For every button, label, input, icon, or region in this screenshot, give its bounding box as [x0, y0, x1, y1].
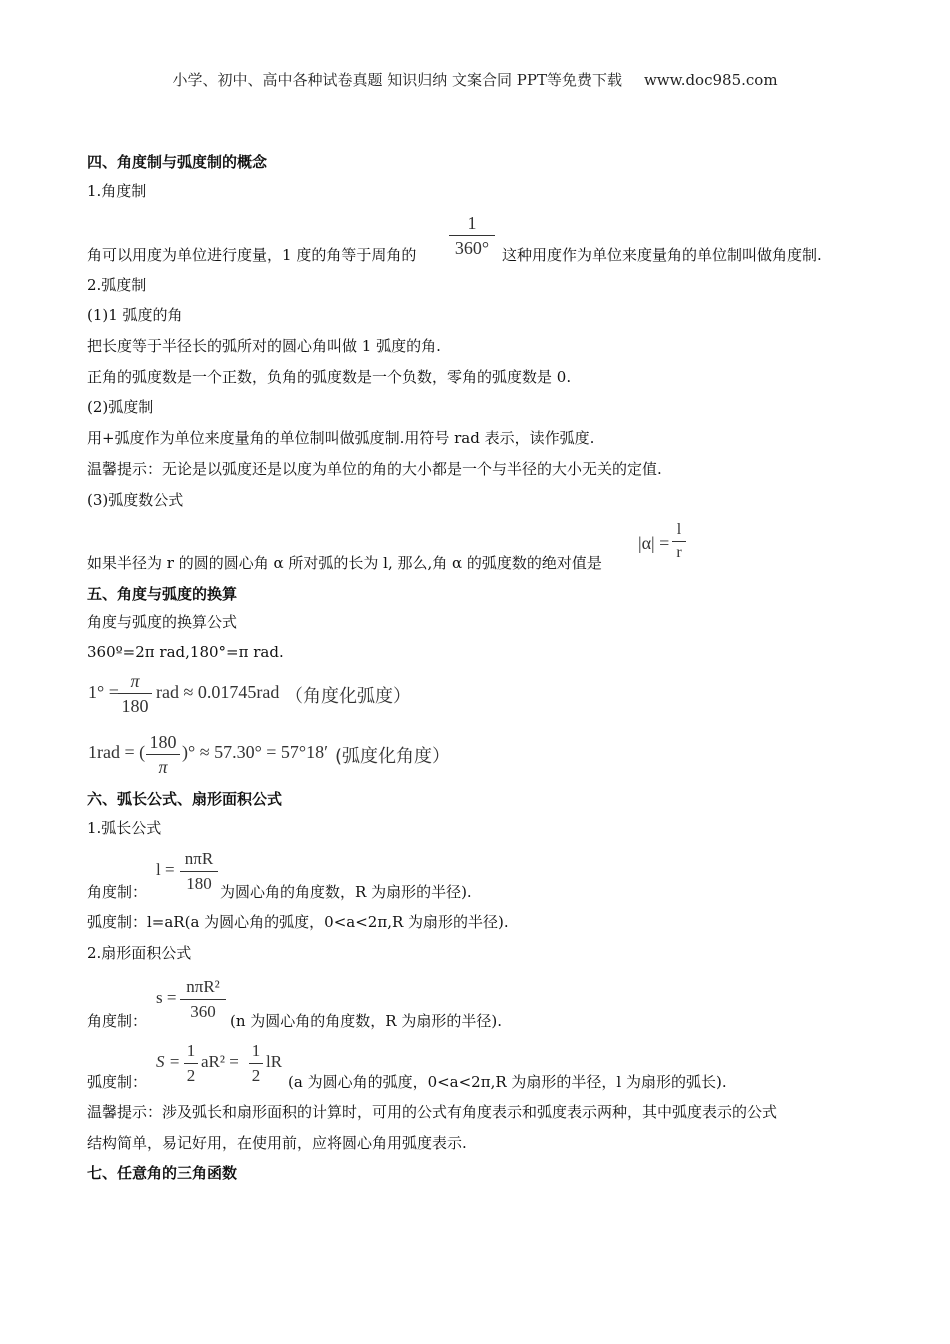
- s4-p2-2a: 用+弧度作为单位来度量角的单位制叫做弧度制.用符号 rad 表示，读作弧度.: [87, 429, 595, 447]
- arc-length-radian: 弧度制：l=aR(a 为圆心角的弧度，0<a<2π,R 为扇形的半径).: [87, 913, 509, 931]
- frac-bar: [118, 693, 152, 694]
- formula-1-note: （角度化弧度）: [285, 686, 411, 707]
- fraction-l-over-r: [672, 520, 686, 563]
- s4-p1-text-a: 角可以用度为单位进行度量，1 度的角等于周角的: [87, 246, 417, 264]
- page-header: [0, 69, 950, 90]
- sector-area-radian-text: (a 为圆心角的弧度，0<a<2π,R 为扇形的半径，l 为扇形的弧长).: [288, 1073, 727, 1091]
- fraction-half-2: [249, 1040, 263, 1087]
- section-5-title: 五、角度与弧度的换算: [87, 585, 238, 603]
- arc-length-degree-text: 为圆心角的角度数，R 为扇形的半径).: [220, 883, 472, 901]
- sector-area-radian-end: lR: [266, 1052, 283, 1071]
- frac-num: 180: [149, 732, 177, 752]
- frac-num: l: [676, 521, 682, 538]
- s4-p2-1a: 把长度等于半径长的弧所对的圆心角叫做 1 弧度的角.: [87, 337, 441, 355]
- frac-num: nπR²: [186, 977, 220, 996]
- section-6-title: 六、弧长公式、扇形面积公式: [87, 790, 283, 808]
- section-7-title: 七、任意角的三角函数: [87, 1164, 238, 1182]
- frac-bar: [672, 541, 686, 542]
- frac-den: 180: [121, 696, 149, 716]
- s4-p2-2: (2)弧度制: [87, 398, 154, 416]
- frac-den: 180: [186, 874, 212, 893]
- fraction-npir-over-180: [180, 848, 218, 895]
- s4-p2-2b: 温馨提示：无论是以弧度还是以度为单位的角的大小都是一个与半径的大小无关的定值.: [87, 460, 662, 478]
- s4-p1: 1.角度制: [87, 182, 147, 200]
- fraction-half-1: [184, 1040, 198, 1087]
- arc-length-lhs: l =: [156, 860, 175, 879]
- frac-bar: [184, 1063, 198, 1064]
- sector-area-radian-mid: aR² =: [201, 1052, 239, 1071]
- frac-num: nπR: [184, 849, 214, 868]
- frac-den: 2: [186, 1066, 196, 1085]
- s4-p2-3a: 如果半径为 r 的圆的圆心角 α 所对弧的长为 l, 那么,角 α 的弧度数的绝对值是: [87, 554, 602, 572]
- frac-num: π: [130, 671, 140, 691]
- s4-p1-text-b: 这种用度作为单位来度量角的单位制叫做角度制.: [502, 246, 822, 264]
- frac-num: 1: [186, 1041, 196, 1060]
- abs-alpha: |α| =: [638, 533, 670, 553]
- frac-den: 360: [190, 1002, 216, 1021]
- s5-p2: 360º=2π rad,180°=π rad.: [87, 643, 284, 661]
- frac-den: π: [158, 757, 168, 777]
- formula-2-left: 1rad = (: [88, 742, 146, 762]
- frac-den: 360°: [454, 238, 490, 258]
- frac-bar: [180, 999, 226, 1000]
- s5-p1: 角度与弧度的换算公式: [87, 613, 238, 631]
- frac-bar: [449, 235, 495, 236]
- frac-bar: [146, 754, 180, 755]
- sector-area-radian-lhs: S =: [156, 1052, 181, 1071]
- frac-num: 1: [251, 1041, 261, 1060]
- frac-den: r: [676, 544, 682, 561]
- s6-p1: 1.弧长公式: [87, 819, 162, 837]
- formula-1-left: 1° =: [88, 682, 119, 702]
- sector-area-degree-text: (n 为圆心角的角度数，R 为扇形的半径).: [230, 1012, 502, 1030]
- formula-2-note: (弧度化角度）: [335, 746, 451, 767]
- s4-p2-3: (3)弧度数公式: [87, 491, 184, 509]
- section-4-title: 四、角度制与弧度制的概念: [87, 153, 268, 171]
- fraction-npir2-over-360: [180, 976, 226, 1023]
- fraction-180-over-pi: [146, 731, 180, 778]
- formula-1-right: rad ≈ 0.01745rad: [156, 682, 280, 702]
- sector-area-radian-label: 弧度制：: [87, 1073, 148, 1091]
- header-text: 小学、初中、高中各种试卷真题 知识归纳 文案合同 PPT等免费下载: [172, 71, 622, 89]
- frac-den: 2: [251, 1066, 261, 1085]
- arc-length-degree-label: 角度制：: [87, 883, 148, 901]
- s6-tip-line-1: 温馨提示：涉及弧长和扇形面积的计算时，可用的公式有角度表示和弧度表示两种，其中弧度表示的公式: [87, 1103, 778, 1121]
- frac-bar: [249, 1063, 263, 1064]
- s4-p2-1b: 正角的弧度数是一个正数，负角的弧度数是一个负数，零角的弧度数是 0.: [87, 368, 572, 386]
- sector-area-degree-label: 角度制：: [87, 1012, 148, 1030]
- formula-2-right: )° ≈ 57.30° = 57°18′: [182, 742, 329, 762]
- s6-p2: 2.扇形面积公式: [87, 944, 192, 962]
- header-url: www.doc985.com: [643, 71, 778, 89]
- s4-p2-1: (1)1 弧度的角: [87, 306, 183, 324]
- fraction-1-over-360: [449, 212, 495, 259]
- frac-num: 1: [467, 213, 477, 233]
- s6-tip-line-2: 结构简单，易记好用，在使用前，应将圆心角用弧度表示.: [87, 1134, 467, 1152]
- fraction-pi-over-180: [118, 670, 152, 717]
- s4-p2: 2.弧度制: [87, 276, 147, 294]
- sector-area-lhs: s =: [156, 988, 177, 1007]
- frac-bar: [180, 871, 218, 872]
